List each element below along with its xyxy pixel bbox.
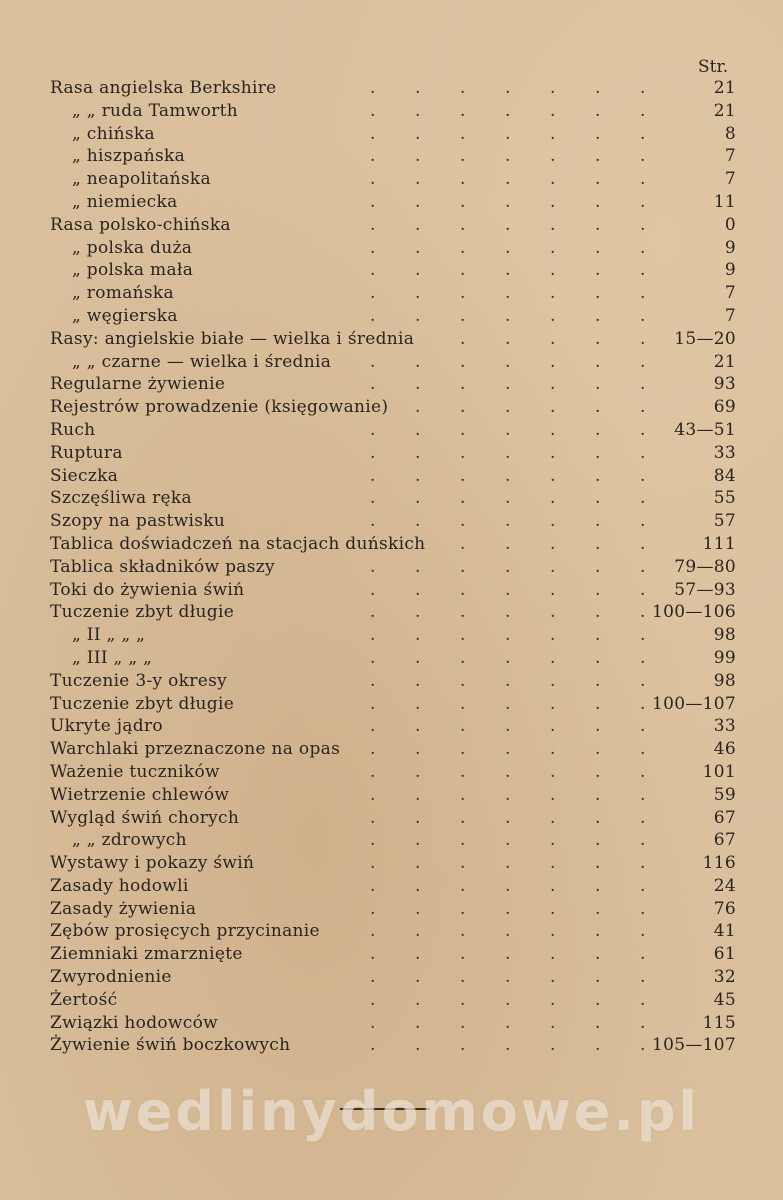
entry-page-number: 98 bbox=[713, 670, 736, 691]
entry-label: „ węgierska bbox=[72, 305, 178, 326]
entry-label: „ „ czarne — wielka i średnia bbox=[72, 351, 332, 372]
leader-dots: . . . . . . . bbox=[370, 191, 646, 212]
index-entry bbox=[0, 829, 783, 852]
entry-page-number: 33 bbox=[713, 442, 736, 463]
index-entry bbox=[0, 282, 783, 305]
leader-dots: . . . . . . . bbox=[370, 784, 646, 805]
entry-label: Rejestrów prowadzenie (księgowanie) bbox=[50, 397, 389, 418]
leader-dots: . . . . . . . bbox=[370, 488, 646, 509]
entry-page-number: 100—106 bbox=[652, 602, 736, 623]
entry-page-number: 21 bbox=[713, 78, 736, 98]
index-entry bbox=[0, 784, 783, 807]
entry-label: „ chińska bbox=[72, 123, 155, 144]
index-entry bbox=[0, 738, 783, 761]
leader-dots: . . . . . . . bbox=[370, 465, 646, 486]
entry-page-number: 33 bbox=[713, 716, 736, 737]
index-entry bbox=[0, 601, 783, 624]
leader-dots: . . . . . . . bbox=[370, 625, 646, 646]
leader-dots: . . . . . . . bbox=[370, 898, 646, 919]
entry-page-number: 76 bbox=[713, 898, 736, 919]
entry-page-number: 111 bbox=[702, 533, 736, 554]
index-entry bbox=[0, 807, 783, 830]
leader-dots: . . . . . . . bbox=[370, 374, 646, 395]
index-entry bbox=[0, 351, 783, 374]
entry-label: „ „ zdrowych bbox=[72, 830, 187, 851]
entry-label: Szopy na pastwisku bbox=[50, 511, 226, 532]
entry-page-number: 69 bbox=[713, 397, 736, 418]
index-entry bbox=[0, 920, 783, 943]
index-entry bbox=[0, 693, 783, 716]
entry-page-number: 99 bbox=[713, 647, 736, 668]
index-entry bbox=[0, 943, 783, 966]
entry-label: Wygląd świń chorych bbox=[50, 807, 240, 828]
leader-dots: . . . . . . . bbox=[370, 875, 646, 896]
entry-page-number: 9 bbox=[724, 237, 736, 258]
entry-page-number: 43—51 bbox=[674, 419, 736, 440]
entry-label: Zasady żywienia bbox=[50, 898, 197, 919]
index-entry bbox=[0, 442, 783, 465]
entry-label: „ romańska bbox=[72, 283, 174, 304]
leader-dots: . . . . . . . bbox=[370, 830, 646, 851]
leader-dots: . . . . . . . bbox=[370, 283, 646, 304]
index-list bbox=[0, 77, 783, 1057]
entry-label: Zasady hodowli bbox=[50, 875, 189, 896]
leader-dots: . . . . . . . bbox=[370, 989, 646, 1010]
entry-label: Tuczenie zbyt długie bbox=[50, 602, 235, 623]
entry-page-number: 7 bbox=[724, 305, 736, 326]
entry-label: Zwyrodnienie bbox=[50, 967, 172, 988]
leader-dots: . . . . . . . bbox=[370, 647, 646, 668]
index-entry bbox=[0, 966, 783, 989]
leader-dots: . . . . . . bbox=[415, 397, 646, 418]
entry-page-number: 7 bbox=[724, 169, 736, 190]
leader-dots: . . . . . . . bbox=[370, 853, 646, 874]
entry-page-number: 9 bbox=[724, 260, 736, 281]
index-entry bbox=[0, 989, 783, 1012]
index-entry bbox=[0, 510, 783, 533]
leader-dots: . . . . . . . bbox=[370, 579, 646, 600]
entry-page-number: 11 bbox=[713, 191, 736, 212]
leader-dots: . . . . . . . bbox=[370, 807, 646, 828]
leader-dots: . . . . . . . bbox=[370, 419, 646, 440]
entry-page-number: 98 bbox=[713, 625, 736, 646]
entry-label: Tablica składników paszy bbox=[50, 556, 275, 577]
leader-dots: . . . . . . . bbox=[370, 967, 646, 988]
entry-label: Ruptura bbox=[50, 442, 123, 463]
leader-dots: . . . . . . . bbox=[370, 739, 646, 760]
entry-page-number: 41 bbox=[713, 921, 736, 942]
index-entry bbox=[0, 191, 783, 214]
index-entry bbox=[0, 1012, 783, 1035]
entry-page-number: 116 bbox=[702, 853, 736, 874]
entry-page-number: 67 bbox=[713, 830, 736, 851]
entry-label: „ III „ „ „ bbox=[72, 647, 153, 668]
index-entry bbox=[0, 647, 783, 670]
index-entry bbox=[0, 1034, 783, 1057]
index-entry bbox=[0, 624, 783, 647]
index-entry bbox=[0, 168, 783, 191]
entry-page-number: 93 bbox=[713, 374, 736, 395]
index-entry bbox=[0, 145, 783, 168]
entry-label: „ neapolitańska bbox=[72, 169, 211, 190]
entry-label: Wystawy i pokazy świń bbox=[50, 853, 255, 874]
leader-dots: . . . . . . . bbox=[370, 237, 646, 258]
entry-page-number: 59 bbox=[713, 784, 736, 805]
leader-dots: . . . . . bbox=[460, 328, 646, 349]
index-entry bbox=[0, 419, 783, 442]
index-entry bbox=[0, 533, 783, 556]
index-entry bbox=[0, 465, 783, 488]
entry-page-number: 61 bbox=[713, 944, 736, 965]
leader-dots: . . . . . . . bbox=[370, 78, 646, 98]
entry-page-number: 57 bbox=[713, 511, 736, 532]
entry-page-number: 101 bbox=[702, 761, 736, 782]
index-entry bbox=[0, 715, 783, 738]
entry-label: „ niemiecka bbox=[72, 191, 178, 212]
watermark: wedlinydomowe.pl bbox=[82, 1080, 701, 1143]
entry-page-number: 67 bbox=[713, 807, 736, 828]
entry-page-number: 100—107 bbox=[652, 693, 736, 714]
index-entry bbox=[0, 123, 783, 146]
entry-label: Rasa polsko-chińska bbox=[50, 214, 231, 235]
index-entry bbox=[0, 852, 783, 875]
entry-label: Tablica doświadczeń na stacjach duńskich bbox=[50, 533, 426, 554]
entry-label: Żertość bbox=[50, 989, 118, 1010]
index-entry bbox=[0, 898, 783, 921]
leader-dots: . . . . . . . bbox=[370, 123, 646, 144]
entry-label: Toki do żywienia świń bbox=[50, 579, 245, 600]
leader-dots: . . . . . . . bbox=[370, 693, 646, 714]
leader-dots: . . . . . . . bbox=[370, 169, 646, 190]
leader-dots: . . . . . . . bbox=[370, 146, 646, 167]
entry-label: Związki hodowców bbox=[50, 1012, 218, 1033]
entry-page-number: 24 bbox=[713, 875, 736, 896]
index-entry bbox=[0, 579, 783, 602]
entry-page-number: 21 bbox=[713, 351, 736, 372]
entry-label: Ruch bbox=[50, 419, 96, 440]
entry-page-number: 79—80 bbox=[674, 556, 736, 577]
entry-label: Rasy: angielskie białe — wielka i średnia bbox=[50, 328, 415, 349]
leader-dots: . . . . . . . bbox=[370, 305, 646, 326]
entry-page-number: 0 bbox=[724, 214, 736, 235]
index-entry bbox=[0, 214, 783, 237]
index-entry bbox=[0, 875, 783, 898]
index-entry bbox=[0, 77, 783, 100]
leader-dots: . . . . . . . bbox=[370, 921, 646, 942]
index-entry bbox=[0, 373, 783, 396]
leader-dots: . . . . . . . bbox=[370, 511, 646, 532]
entry-page-number: 46 bbox=[713, 739, 736, 760]
entry-page-number: 7 bbox=[724, 283, 736, 304]
index-entry bbox=[0, 328, 783, 351]
index-entry bbox=[0, 259, 783, 282]
entry-label: Tuczenie zbyt długie bbox=[50, 693, 235, 714]
entry-label: Wietrzenie chlewów bbox=[50, 784, 230, 805]
leader-dots: . . . . . . . bbox=[370, 442, 646, 463]
index-entry bbox=[0, 305, 783, 328]
page-column-header: Str. bbox=[698, 57, 729, 77]
entry-label: Warchlaki przeznaczone na opas bbox=[50, 739, 341, 760]
index-entry bbox=[0, 396, 783, 419]
entry-label: Regularne żywienie bbox=[50, 374, 226, 395]
entry-label: „ hiszpańska bbox=[72, 146, 186, 167]
entry-label: Szczęśliwa ręka bbox=[50, 488, 192, 509]
leader-dots: . . . . . . . bbox=[370, 670, 646, 691]
leader-dots: . . . . . . . bbox=[370, 214, 646, 235]
entry-label: Tuczenie 3-y okresy bbox=[50, 670, 227, 691]
entry-label: Sieczka bbox=[50, 465, 119, 486]
entry-label: Żywienie świń boczkowych bbox=[50, 1035, 291, 1056]
entry-page-number: 15—20 bbox=[674, 328, 736, 349]
index-entry bbox=[0, 487, 783, 510]
entry-page-number: 84 bbox=[713, 465, 736, 486]
leader-dots: . . . . . . . bbox=[370, 716, 646, 737]
entry-label: Ziemniaki zmarznięte bbox=[50, 944, 243, 965]
entry-page-number: 55 bbox=[713, 488, 736, 509]
index-entry bbox=[0, 100, 783, 123]
entry-label: Ważenie tuczników bbox=[50, 761, 220, 782]
leader-dots: . . . . . . . bbox=[370, 602, 646, 623]
entry-page-number: 21 bbox=[713, 100, 736, 121]
entry-page-number: 45 bbox=[713, 989, 736, 1010]
entry-page-number: 105—107 bbox=[652, 1035, 736, 1056]
entry-page-number: 8 bbox=[724, 123, 736, 144]
leader-dots: . . . . . . . bbox=[370, 556, 646, 577]
index-entry bbox=[0, 237, 783, 260]
leader-dots: . . . . . . . bbox=[370, 100, 646, 121]
leader-dots: . . . . . . . bbox=[370, 761, 646, 782]
leader-dots: . . . . . . . bbox=[370, 1035, 646, 1056]
leader-dots: . . . . . bbox=[460, 533, 646, 554]
entry-label: „ polska duża bbox=[72, 237, 193, 258]
entry-label: „ II „ „ „ bbox=[72, 625, 146, 646]
entry-page-number: 32 bbox=[713, 967, 736, 988]
index-entry bbox=[0, 761, 783, 784]
entry-label: Ukryte jądro bbox=[50, 716, 163, 737]
entry-page-number: 115 bbox=[702, 1012, 736, 1033]
entry-label: Zębów prosięcych przycinanie bbox=[50, 921, 320, 942]
leader-dots: . . . . . . . bbox=[370, 351, 646, 372]
index-entry bbox=[0, 556, 783, 579]
leader-dots: . . . . . . . bbox=[370, 1012, 646, 1033]
leader-dots: . . . . . . . bbox=[370, 260, 646, 281]
index-entry bbox=[0, 670, 783, 693]
entry-label: Rasa angielska Berkshire bbox=[50, 78, 277, 98]
entry-label: „ „ ruda Tamworth bbox=[72, 100, 238, 121]
entry-page-number: 57—93 bbox=[674, 579, 736, 600]
entry-page-number: 7 bbox=[724, 146, 736, 167]
leader-dots: . . . . . . . bbox=[370, 944, 646, 965]
entry-label: „ polska mała bbox=[72, 260, 194, 281]
